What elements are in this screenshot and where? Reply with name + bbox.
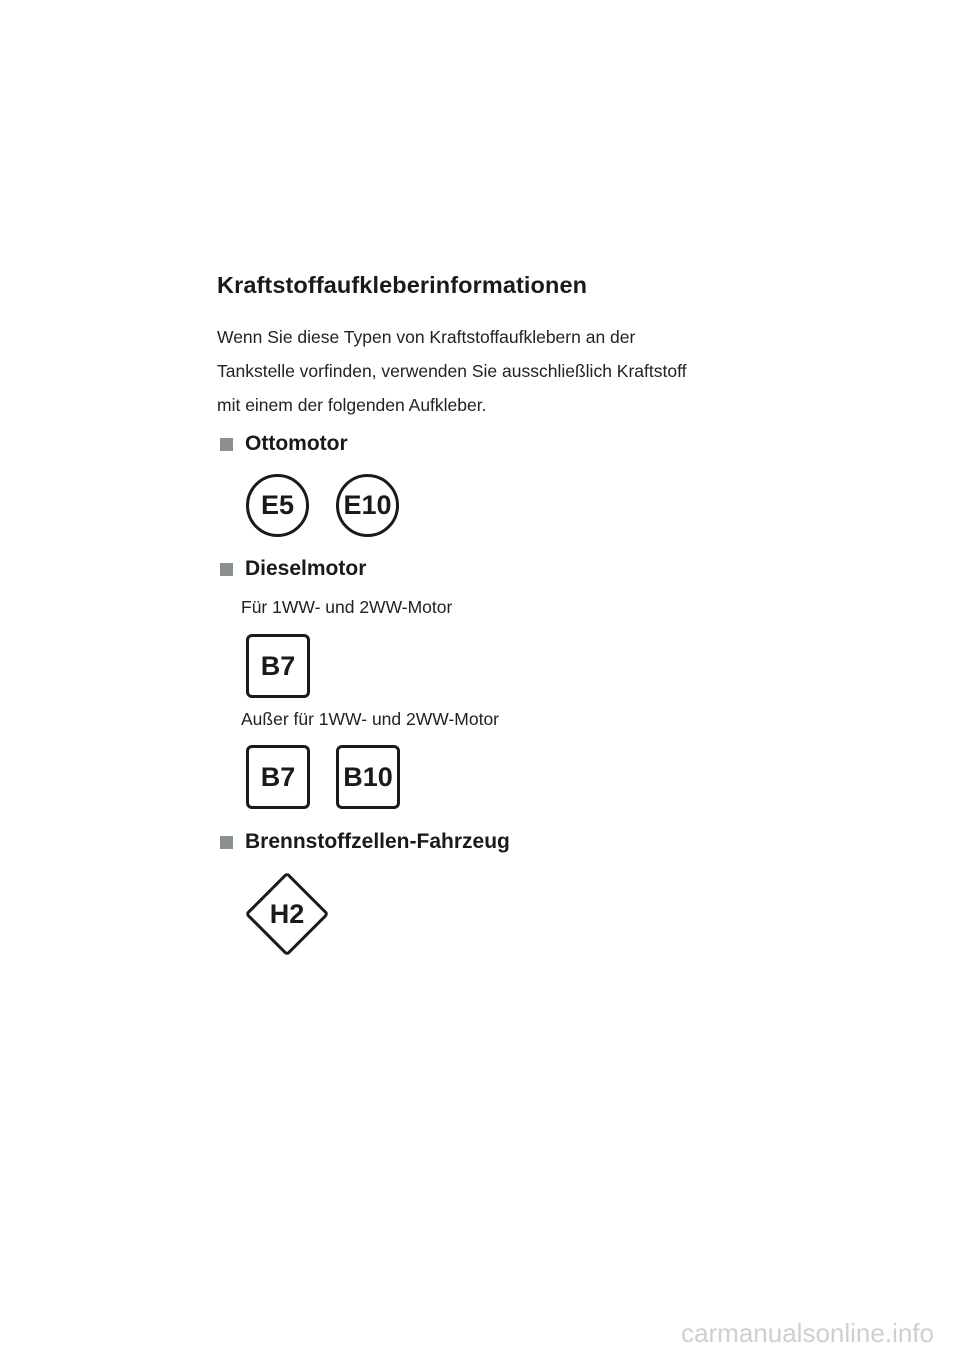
section-heading-ottomotor [217,432,348,456]
fuel-sticker-b7: B7 [246,745,310,809]
intro-line: Tankstelle vorfinden, verwenden Sie ausschließlich Kraftstoff [217,361,687,381]
section-heading-label: Dieselmotor [245,557,367,580]
section-heading-label: Brennstoffzellen-Fahrzeug [245,830,510,853]
fuel-sticker-b10: B10 [336,745,400,809]
watermark: carmanualsonline.info [681,1318,934,1348]
square-bullet-icon [220,836,233,849]
intro-line: mit einem der folgenden Aufkleber. [217,395,487,415]
fuel-sticker-b7: B7 [246,634,310,698]
square-bullet-icon [220,563,233,576]
section-heading-label: Ottomotor [245,432,348,455]
diesel-engine-label-except-1ww-2ww: Außer für 1WW- und 2WW-Motor [241,709,500,729]
section-heading-dieselmotor [217,557,366,581]
page-title: Kraftstoffaufkleberinformationen [217,272,588,298]
fuel-sticker-h2 [243,870,331,958]
diesel-engine-label-1ww-2ww: Für 1WW- und 2WW-Motor [241,597,453,617]
fuel-sticker-e10: E10 [336,474,399,537]
fuel-sticker-h2-label: H2 [269,898,305,929]
fuel-sticker-e5: E5 [246,474,309,537]
section-heading-fuel-cell [217,830,510,854]
intro-line: Wenn Sie diese Typen von Kraftstoffaufklebern an der [217,327,636,347]
intro-paragraph [217,320,777,422]
square-bullet-icon [220,438,233,451]
